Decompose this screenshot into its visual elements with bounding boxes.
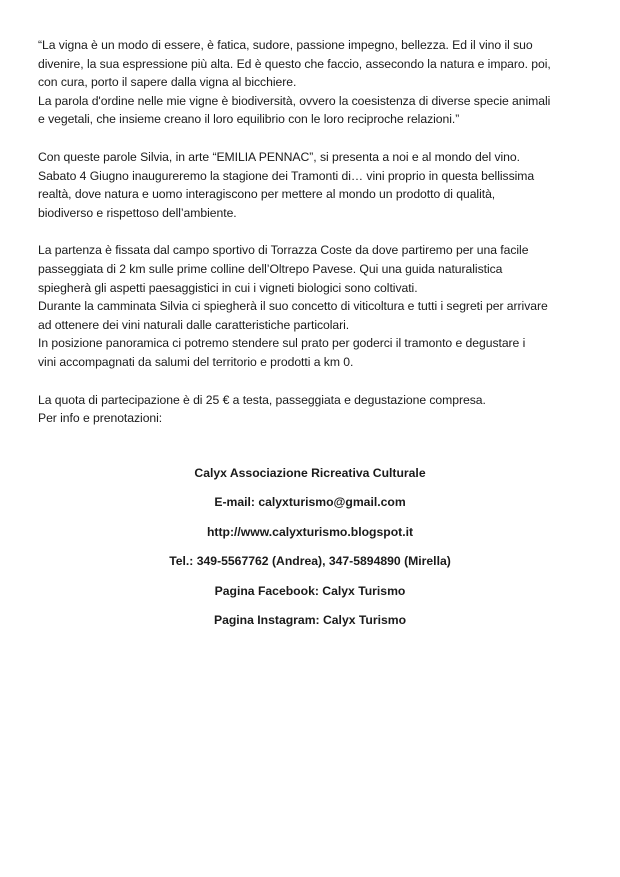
text-line: divenire, la sua espressione più alta. Ed è questo che faccio, assecondo la natura e imparo. poi, [38,56,551,71]
program-paragraph [38,241,588,371]
intro-paragraph [38,148,588,222]
text-line: vini accompagnati da salumi del territorio e prodotti a km 0. [38,354,354,369]
text-line: passeggiata di 2 km sulle prime colline dell’Oltrepo Pavese. Qui una guida naturalistica [38,261,503,276]
text-line: ad ottenere dei vini naturali dalle caratteristiche particolari. [38,317,350,332]
text-line: La partenza è fissata dal campo sportivo di Torrazza Coste da dove partiremo per una facile [38,243,529,258]
document-body [38,36,588,447]
organization-name: Calyx Associazione Ricreativa Culturale [194,466,426,480]
instagram-page: Pagina Instagram: Calyx Turismo [213,612,407,627]
text-line: La parola d'ordine nelle mie vigne è biodiversità, ovvero la coesistenza di diverse specie animali [38,93,551,108]
text-line: In posizione panoramica ci potremo stendere sul prato per goderci il tramonto e degustare i [38,336,526,351]
text-line: Con queste parole Silvia, in arte “EMILIA PENNAC”, si presenta a noi e al mondo del vino. [38,149,520,164]
text-line: spiegherà gli aspetti paesaggistici in cui i vigneti biologici sono coltivati. [38,280,418,295]
text-line: biodiverso e rispettoso dell’ambiente. [38,205,237,220]
email-link[interactable]: E-mail: calyxturismo@gmail.com [214,495,406,510]
phone-numbers: Tel.: 349-5567762 (Andrea), 347-5894890 (Mirella) [169,554,451,569]
text-line: Durante la camminata Silvia ci spiegherà il suo concetto di viticoltura e tutti i segreti per arrivare [38,299,548,314]
text-line: Sabato 4 Giugno inaugureremo la stagione dei Tramonti di… vini proprio in questa bellissima [38,168,535,183]
text-line: realtà, dove natura e uomo interagiscono per mettere al mondo un prodotto di qualità, [38,187,496,202]
text-line: con cura, porto il sapere dalla vigna al bicchiere. [38,75,297,90]
facebook-page: Pagina Facebook: Calyx Turismo [214,583,406,598]
text-line: Per info e prenotazioni: [38,411,163,426]
quote-paragraph [38,36,588,129]
text-line: e vegetali, che insieme creano il loro equilibrio con le loro reciproche relazioni.” [38,112,460,127]
contact-block [0,466,620,642]
text-line: “La vigna è un modo di essere, è fatica, sudore, passione impegno, bellezza. Ed il vino il suo [38,38,533,52]
website-link[interactable]: http://www.calyxturismo.blogspot.it [206,524,414,539]
text-line: La quota di partecipazione è di 25 € a testa, passeggiata e degustazione compresa. [38,392,486,407]
price-paragraph [38,391,588,428]
